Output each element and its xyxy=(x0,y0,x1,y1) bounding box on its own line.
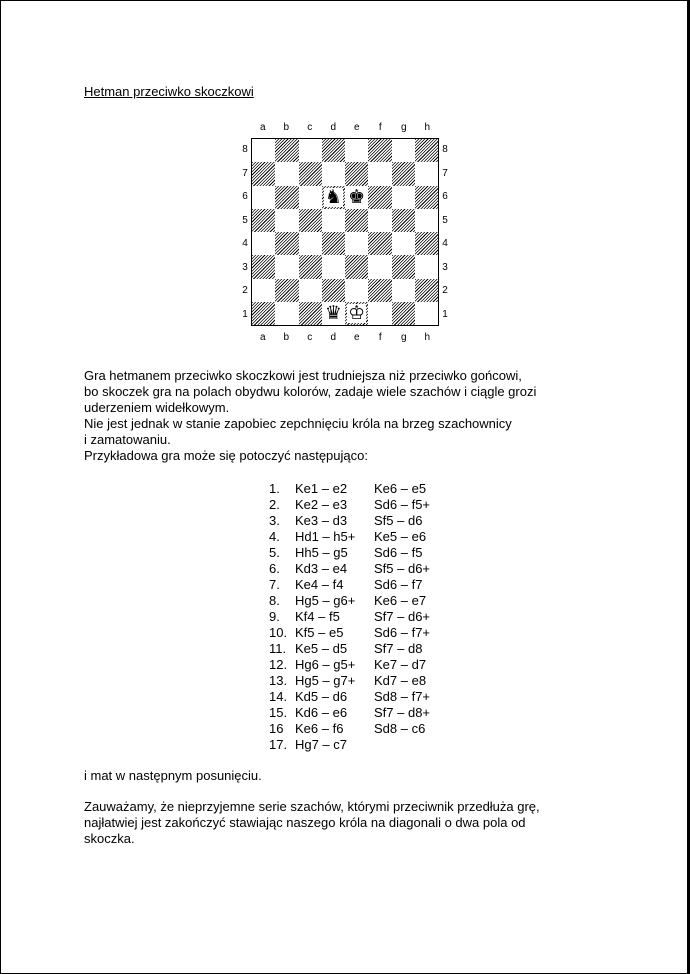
square-e8 xyxy=(345,139,368,162)
file-label: g xyxy=(400,122,407,133)
file-label: f xyxy=(378,332,382,343)
square-h3 xyxy=(415,255,438,278)
rank-label: 6 xyxy=(242,191,248,202)
file-label: c xyxy=(307,122,313,133)
white-move: Ke1 – e2 xyxy=(295,481,348,496)
square-h5 xyxy=(415,209,438,232)
square-f7 xyxy=(368,162,391,185)
paragraph-line: Gra hetmanem przeciwko skoczkowi jest trudniejsza niż przeciwko gońcowi, xyxy=(84,368,522,383)
move-row xyxy=(269,529,430,545)
file-label: d xyxy=(330,122,337,133)
rank-label: 2 xyxy=(242,285,248,296)
square-a4 xyxy=(252,232,275,255)
square-d2 xyxy=(322,279,345,302)
rank-label: 1 xyxy=(442,308,448,320)
move-number: 12. xyxy=(269,657,288,672)
white-move: Hg6 – g5+ xyxy=(295,657,356,672)
move-number: 7. xyxy=(269,577,280,592)
move-row xyxy=(269,673,430,689)
rank-label: 3 xyxy=(242,261,248,273)
square-e7 xyxy=(345,162,368,185)
move-row xyxy=(269,657,430,673)
square-f3 xyxy=(368,255,391,278)
black-king-icon: ♚ xyxy=(348,185,366,208)
square-e5 xyxy=(345,209,368,232)
paragraph-line: Zauważamy, że nieprzyjemne serie szachów, którymi przeciwnik przedłuża grę, xyxy=(84,799,540,814)
white-move: Kd5 – d6 xyxy=(295,689,348,704)
square-a7 xyxy=(252,162,275,185)
black-move: Ke6 – e5 xyxy=(374,481,427,496)
mate-note: i mat w następnym posunięciu. xyxy=(84,768,262,783)
paragraph-line: bo skoczek gra na polach obydwu kolorów, zadaje wiele szachów i ciągle grozi xyxy=(84,384,537,399)
white-move: Kd6 – e6 xyxy=(295,705,348,720)
move-number: 5. xyxy=(269,545,280,560)
black-move: Sf7 – d8+ xyxy=(374,705,431,720)
black-move: Sd6 – f7 xyxy=(374,577,423,592)
file-label: d xyxy=(330,332,337,343)
white-move: Ke2 – e3 xyxy=(295,497,348,512)
move-row xyxy=(269,625,430,641)
file-labels-top xyxy=(251,122,439,134)
move-row xyxy=(269,593,430,609)
move-row xyxy=(269,721,430,737)
white-move: Hg5 – g7+ xyxy=(295,673,356,688)
black-move: Sf7 – d6+ xyxy=(374,609,431,624)
white-move: Hd1 – h5+ xyxy=(295,529,356,544)
move-number: 9. xyxy=(269,609,280,624)
rank-label: 6 xyxy=(442,191,448,202)
chess-board xyxy=(251,138,439,326)
move-row xyxy=(269,737,430,753)
square-c1 xyxy=(299,302,322,325)
chess-diagram xyxy=(239,122,455,348)
square-g4 xyxy=(392,232,415,255)
black-move: Sf5 – d6+ xyxy=(374,561,431,576)
square-d6 xyxy=(322,186,345,209)
square-f5 xyxy=(368,209,391,232)
square-c4 xyxy=(299,232,322,255)
white-move: Ke4 – f4 xyxy=(295,577,344,592)
rank-label: 7 xyxy=(442,167,448,179)
move-row xyxy=(269,513,430,529)
black-move: Ke5 – e6 xyxy=(374,529,427,544)
move-number: 1. xyxy=(269,481,280,496)
document-title: Hetman przeciwko skoczkowi xyxy=(84,84,254,99)
square-e1 xyxy=(345,302,368,325)
move-row xyxy=(269,705,430,721)
file-label: b xyxy=(283,332,290,343)
square-f4 xyxy=(368,232,391,255)
rank-label: 1 xyxy=(242,308,248,320)
closing-paragraph xyxy=(84,799,540,847)
square-g5 xyxy=(392,209,415,232)
file-label: e xyxy=(353,122,360,133)
black-move: Sf7 – d8 xyxy=(374,641,423,656)
move-number: 15. xyxy=(269,705,288,720)
square-b6 xyxy=(275,186,298,209)
black-move: Sd6 – f5 xyxy=(374,545,423,560)
square-c6 xyxy=(299,186,322,209)
square-b5 xyxy=(275,209,298,232)
square-g6 xyxy=(392,186,415,209)
white-move: Hg7 – c7 xyxy=(295,737,348,752)
move-number: 16 xyxy=(269,721,284,736)
black-move: Kd7 – e8 xyxy=(374,673,427,688)
square-b3 xyxy=(275,255,298,278)
square-g2 xyxy=(392,279,415,302)
move-number: 6. xyxy=(269,561,280,576)
move-list xyxy=(269,481,430,753)
square-d8 xyxy=(322,139,345,162)
square-c3 xyxy=(299,255,322,278)
file-label: c xyxy=(307,332,313,343)
square-d4 xyxy=(322,232,345,255)
move-row xyxy=(269,609,430,625)
square-h8 xyxy=(415,139,438,162)
white-move: Kf4 – f5 xyxy=(295,609,340,624)
square-f6 xyxy=(368,186,391,209)
square-d1 xyxy=(322,302,345,325)
move-number: 14. xyxy=(269,689,288,704)
square-b4 xyxy=(275,232,298,255)
rank-label: 8 xyxy=(442,144,448,155)
file-labels-bottom xyxy=(251,332,439,344)
white-king-icon: ♔ xyxy=(348,301,366,324)
rank-labels-right xyxy=(439,138,451,326)
rank-label: 5 xyxy=(442,214,448,226)
square-a3 xyxy=(252,255,275,278)
move-row xyxy=(269,641,430,657)
square-f8 xyxy=(368,139,391,162)
paragraph-line: Przykładowa gra może się potoczyć następująco: xyxy=(84,448,368,463)
paragraph-line: skoczka. xyxy=(84,831,135,846)
file-label: g xyxy=(400,332,407,343)
black-move: Sd6 – f5+ xyxy=(374,497,431,512)
move-row xyxy=(269,545,430,561)
white-move: Hh5 – g5 xyxy=(295,545,348,560)
file-label: h xyxy=(424,332,431,343)
move-number: 10. xyxy=(269,625,288,640)
intro-paragraph xyxy=(84,368,536,464)
square-c2 xyxy=(299,279,322,302)
square-a1 xyxy=(252,302,275,325)
move-number: 8. xyxy=(269,593,280,608)
rank-label: 8 xyxy=(242,144,248,155)
rank-label: 4 xyxy=(242,238,248,249)
square-g3 xyxy=(392,255,415,278)
rank-label: 4 xyxy=(442,238,448,249)
square-d7 xyxy=(322,162,345,185)
paragraph-line: Nie jest jednak w stanie zapobiec zepchnięciu króla na brzeg szachownicy xyxy=(84,416,512,431)
file-label: a xyxy=(259,332,266,343)
move-number: 13. xyxy=(269,673,288,688)
white-move: Ke6 – f6 xyxy=(295,721,344,736)
square-c5 xyxy=(299,209,322,232)
square-c8 xyxy=(299,139,322,162)
rank-label: 2 xyxy=(442,285,448,296)
black-move: Ke6 – e7 xyxy=(374,593,427,608)
file-label: b xyxy=(283,122,290,133)
paragraph-line: i zamatowaniu. xyxy=(84,432,171,447)
square-f2 xyxy=(368,279,391,302)
square-e3 xyxy=(345,255,368,278)
square-e6 xyxy=(345,186,368,209)
square-a2 xyxy=(252,279,275,302)
square-b1 xyxy=(275,302,298,325)
white-move: Hg5 – g6+ xyxy=(295,593,356,608)
file-label: f xyxy=(378,122,382,133)
square-d3 xyxy=(322,255,345,278)
white-move: Kd3 – e4 xyxy=(295,561,348,576)
square-h4 xyxy=(415,232,438,255)
file-label: e xyxy=(353,332,360,343)
square-b2 xyxy=(275,279,298,302)
move-row xyxy=(269,481,430,497)
white-move: Ke5 – d5 xyxy=(295,641,348,656)
move-number: 11. xyxy=(269,641,287,656)
white-move: Kf5 – e5 xyxy=(295,625,344,640)
rank-label: 3 xyxy=(442,261,448,273)
move-row xyxy=(269,689,430,705)
square-a8 xyxy=(252,139,275,162)
move-row xyxy=(269,561,430,577)
move-number: 2. xyxy=(269,497,280,512)
square-h6 xyxy=(415,186,438,209)
square-d5 xyxy=(322,209,345,232)
square-h7 xyxy=(415,162,438,185)
rank-label: 5 xyxy=(242,214,248,226)
paragraph-line: uderzeniem widełkowym. xyxy=(84,400,230,415)
black-knight-icon: ♞ xyxy=(324,185,342,208)
black-move: Sd6 – f7+ xyxy=(374,625,431,640)
move-number: 3. xyxy=(269,513,280,528)
black-move: Sd8 – f7+ xyxy=(374,689,431,704)
rank-labels-left xyxy=(239,138,251,326)
move-number: 4. xyxy=(269,529,280,544)
black-move: Sf5 – d6 xyxy=(374,513,423,528)
move-row xyxy=(269,497,430,513)
square-g1 xyxy=(392,302,415,325)
rank-label: 7 xyxy=(242,167,248,179)
square-g8 xyxy=(392,139,415,162)
file-label: a xyxy=(259,122,266,133)
black-move: Sd8 – c6 xyxy=(374,721,426,736)
black-move: Ke7 – d7 xyxy=(374,657,427,672)
square-e2 xyxy=(345,279,368,302)
square-a5 xyxy=(252,209,275,232)
square-e4 xyxy=(345,232,368,255)
square-h2 xyxy=(415,279,438,302)
white-move: Ke3 – d3 xyxy=(295,513,348,528)
square-b8 xyxy=(275,139,298,162)
square-h1 xyxy=(415,302,438,325)
paragraph-line: najłatwiej jest zakończyć stawiając naszego króla na diagonali o dwa pola od xyxy=(84,815,526,830)
square-a6 xyxy=(252,186,275,209)
square-g7 xyxy=(392,162,415,185)
square-b7 xyxy=(275,162,298,185)
file-label: h xyxy=(424,122,431,133)
move-row xyxy=(269,577,430,593)
move-number: 17. xyxy=(269,737,288,752)
black-queen-icon: ♛ xyxy=(324,301,342,324)
square-c7 xyxy=(299,162,322,185)
square-f1 xyxy=(368,302,391,325)
